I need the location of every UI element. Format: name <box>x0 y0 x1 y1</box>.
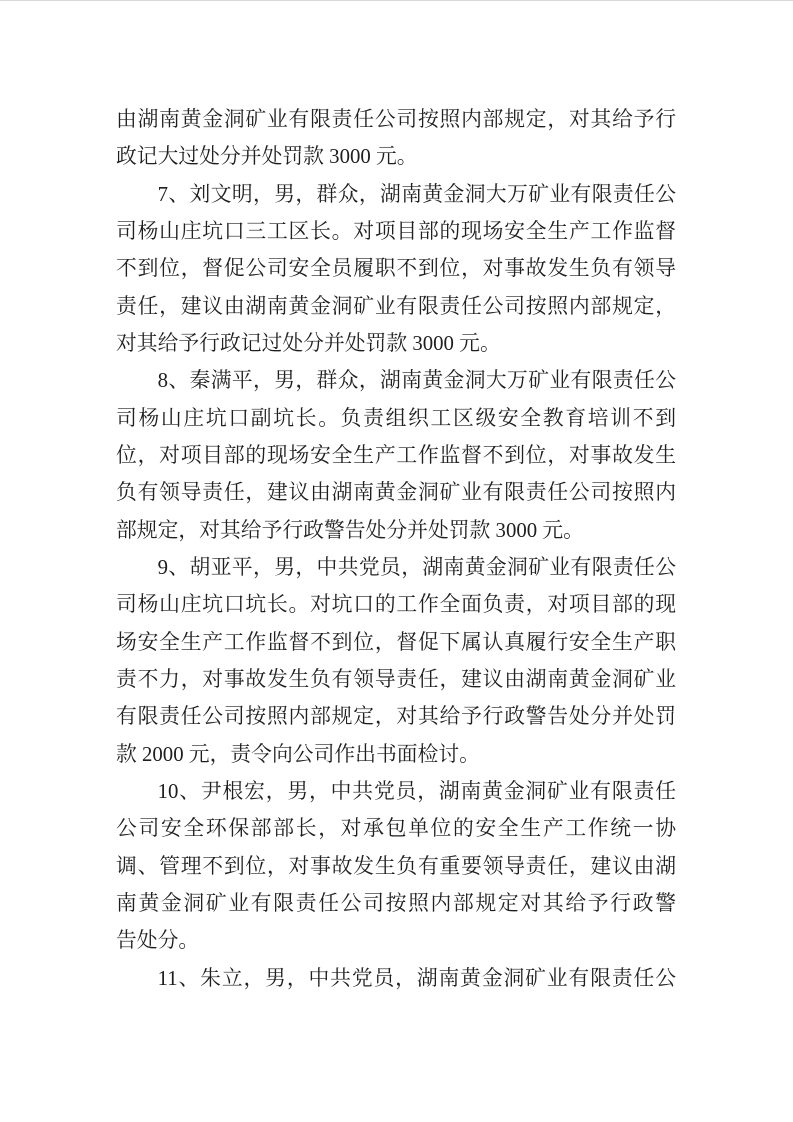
text-line: 司杨山庄坑口三工区长。对项目部的现场安全生产工作监督 <box>116 219 676 243</box>
text-line: 责不力，对事故发生负有领导责任，建议由湖南黄金洞矿业 <box>116 667 676 691</box>
text-line: 不到位，督促公司安全员履职不到位，对事故发生负有领导 <box>116 257 676 281</box>
text-line: 11、朱立，男，中共党员，湖南黄金洞矿业有限责任公 <box>157 966 676 990</box>
text-line: 由湖南黄金洞矿业有限责任公司按照内部规定，对其给予行 <box>116 108 676 131</box>
text-line: 8、秦满平，男，群众，湖南黄金洞大万矿业有限责任公 <box>157 369 676 393</box>
paragraph <box>116 176 676 363</box>
text-line: 政记大过处分并处罚款 3000 元。 <box>116 145 418 169</box>
paragraph <box>116 549 676 773</box>
text-line: 公司安全环保部部长，对承包单位的安全生产工作统一协 <box>116 817 676 841</box>
document-text-block <box>116 101 676 997</box>
paragraph <box>116 362 676 549</box>
text-line: 7、刘文明，男，群众，湖南黄金洞大万矿业有限责任公 <box>157 182 676 206</box>
text-line: 10、尹根宏，男，中共党员，湖南黄金洞矿业有限责任 <box>157 779 676 803</box>
paragraph <box>116 101 676 176</box>
text-line: 场安全生产工作监督不到位，督促下属认真履行安全生产职 <box>116 630 676 654</box>
text-line: 司杨山庄坑口副坑长。负责组织工区级安全教育培训不到 <box>116 406 676 430</box>
text-line: 对其给予行政记过处分并处罚款 3000 元。 <box>116 331 501 355</box>
text-line: 部规定，对其给予行政警告处分并处罚款 3000 元。 <box>116 518 584 542</box>
text-line: 负有领导责任，建议由湖南黄金洞矿业有限责任公司按照内 <box>116 481 676 505</box>
text-line: 有限责任公司按照内部规定，对其给予行政警告处分并处罚 <box>116 705 676 729</box>
text-line: 责任，建议由湖南黄金洞矿业有限责任公司按照内部规定， <box>116 294 676 318</box>
text-line: 位，对项目部的现场安全生产工作监督不到位，对事故发生 <box>116 443 676 467</box>
text-line: 款 2000 元，责令向公司作出书面检讨。 <box>116 742 480 766</box>
text-line: 告处分。 <box>116 929 200 953</box>
text-line: 调、管理不到位，对事故发生负有重要领导责任，建议由湖 <box>116 854 676 878</box>
paragraph <box>116 773 676 960</box>
paragraph <box>116 960 676 997</box>
text-line: 9、胡亚平，男，中共党员，湖南黄金洞矿业有限责任公 <box>157 555 676 579</box>
text-line: 南黄金洞矿业有限责任公司按照内部规定对其给予行政警 <box>116 891 676 915</box>
text-line: 司杨山庄坑口坑长。对坑口的工作全面负责，对项目部的现 <box>116 593 676 617</box>
